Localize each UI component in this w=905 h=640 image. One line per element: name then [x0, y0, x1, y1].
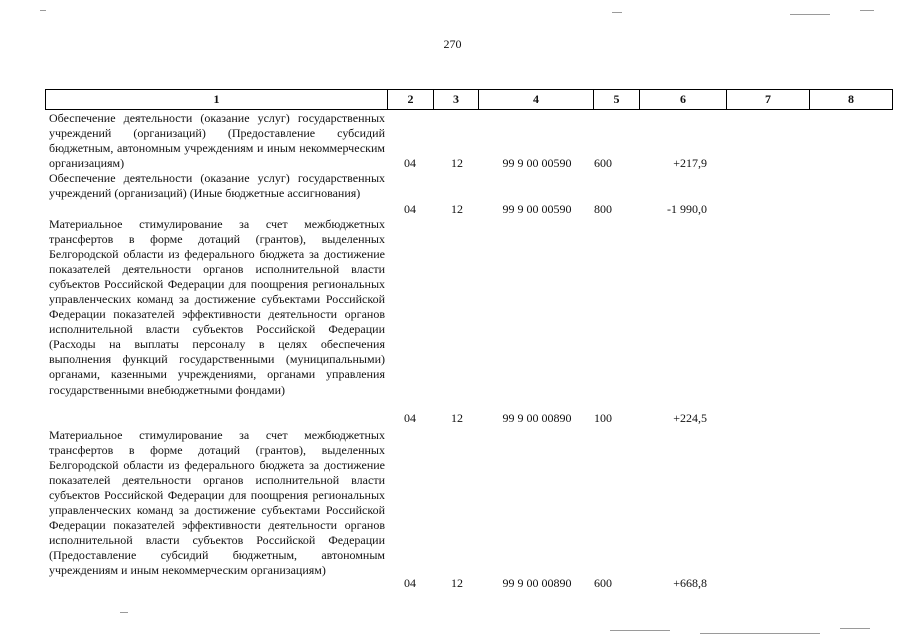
header-col-5: 5: [594, 90, 640, 110]
scan-speck: [860, 10, 874, 11]
row-amount: -1 990,0: [667, 202, 707, 216]
table-row: [45, 171, 879, 218]
row-amount: +224,5: [673, 411, 707, 425]
row-expense-type: 600: [594, 156, 612, 170]
row-target-article: 99 9 00 00890: [502, 411, 572, 425]
row-description: Обеспечение деятельности (оказание услуг) государственных учреждений (организаций) (Предоставление субсидий бюджетным, автономным учреждениям и иным некоммерческим организациям): [49, 111, 385, 171]
scan-speck: [610, 630, 670, 631]
scan-speck: [120, 612, 128, 613]
row-section: 04: [404, 156, 416, 170]
row-amount: +217,9: [673, 156, 707, 170]
row-description: Материальное стимулирование за счет межбюджетных трансфертов в форме дотаций (грантов), выделенных Белгородской области из федерального бюджета за достижение показателей деятельности органов исполнительной власти субъектов Российской Федерации для поощрения региональных управленческих команд за достижение субъектами Российской Федерации показателей эффективности деятельности органов исполнительной власти субъектов Российской Федерации (Расходы на выплаты персоналу в целях обеспечения выполнения функций государственными (муниципальными) органами, казенными учреждениями, органами управления государственными внебюджетными фондами): [49, 217, 385, 397]
row-subsection: 12: [451, 411, 463, 425]
row-section: 04: [404, 411, 416, 425]
scan-speck: [700, 633, 820, 634]
header-col-3: 3: [434, 90, 479, 110]
row-expense-type: 800: [594, 202, 612, 216]
header-col-6: 6: [640, 90, 727, 110]
row-target-article: 99 9 00 00590: [502, 202, 572, 216]
header-col-4: 4: [479, 90, 594, 110]
header-col-7: 7: [727, 90, 810, 110]
header-col-2: 2: [388, 90, 434, 110]
row-amount: +668,8: [673, 576, 707, 590]
row-subsection: 12: [451, 202, 463, 216]
row-target-article: 99 9 00 00590: [502, 156, 572, 170]
row-expense-type: 600: [594, 576, 612, 590]
row-subsection: 12: [451, 576, 463, 590]
scan-speck: [40, 10, 46, 11]
header-row: [46, 90, 893, 110]
scan-speck: [612, 12, 622, 13]
scan-speck: [790, 14, 830, 15]
header-col-8: 8: [810, 90, 893, 110]
row-target-article: 99 9 00 00890: [502, 576, 572, 590]
page-number: 270: [443, 37, 462, 51]
table-row: [45, 111, 879, 173]
row-subsection: 12: [451, 156, 463, 170]
table-header: [45, 89, 893, 110]
row-section: 04: [404, 576, 416, 590]
row-description: Обеспечение деятельности (оказание услуг) государственных учреждений (организаций) (Иные бюджетные ассигнования): [49, 171, 385, 201]
table-row: [45, 428, 879, 594]
scan-speck: [840, 628, 870, 629]
header-col-1: 1: [46, 90, 388, 110]
table-row: [45, 217, 879, 429]
row-section: 04: [404, 202, 416, 216]
row-expense-type: 100: [594, 411, 612, 425]
row-description: Материальное стимулирование за счет межбюджетных трансфертов в форме дотаций (грантов), выделенных Белгородской области из федерального бюджета за достижение показателей деятельности органов исполнительной власти субъектов Российской Федерации для поощрения региональных управленческих команд за достижение субъектами Российской Федерации показателей эффективности деятельности органов исполнительной власти субъектов Российской Федерации (Предоставление субсидий бюджетным, автономным учреждениям и иным некоммерческим организациям): [49, 428, 385, 578]
